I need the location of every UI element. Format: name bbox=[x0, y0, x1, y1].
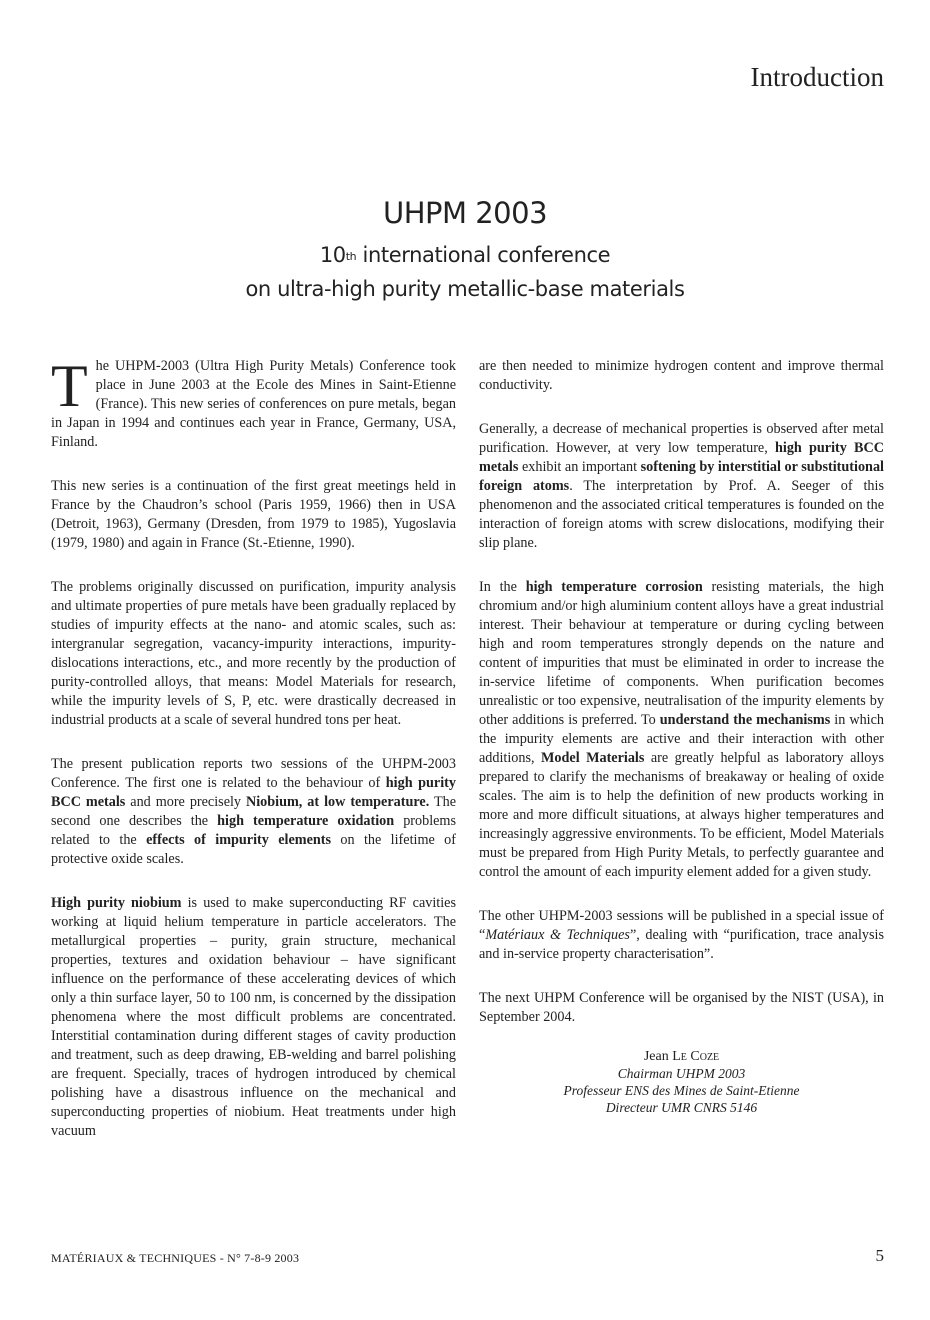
paragraph bbox=[51, 755, 456, 869]
text: on the lifetime of protective oxide scales. bbox=[51, 832, 456, 867]
conference-subtitle bbox=[0, 238, 930, 306]
paragraph bbox=[51, 894, 456, 1141]
right-column bbox=[479, 357, 884, 1116]
bold-text: Model Materials bbox=[541, 750, 645, 766]
text: The other UHPM-2003 sessions will be published in a special issue of “ bbox=[479, 908, 884, 943]
subtitle-line-2: on ultra-high purity metallic-base materials bbox=[245, 277, 685, 301]
author-role: Chairman UHPM 2003 bbox=[617, 1066, 746, 1081]
italic-text: Matériaux & Techniques bbox=[485, 927, 630, 943]
paragraph: The next UHPM Conference will be organised by the NIST (USA), in September 2004. bbox=[479, 990, 884, 1025]
text: resisting materials, the high chromium and/or high aluminium content alloys have a great industrial interest. Their behaviour at temperature or during cycling between high and room temperatures strongly depends on the nature and content of impurities that must be eliminated in order to increase the in-service lifetime of components. When purification becomes unrealistic or too expensive, neutralisation of the impurity elements by other additions is preferred. To bbox=[479, 579, 884, 728]
title-block bbox=[0, 196, 930, 306]
author-first-name: Jean bbox=[643, 1049, 673, 1064]
author-affiliation: Professeur ENS des Mines de Saint-Etienne bbox=[563, 1083, 800, 1098]
text: and more precisely bbox=[125, 794, 246, 810]
subtitle-line-1 bbox=[0, 238, 930, 272]
text: is used to make superconducting RF cavities working at liquid helium temperature in particle accelerators. The metallurgical properties – purity, grain structure, mechanical properties, textures and oxidation behaviour – have significant influence on the performance of these accelerating devices of which only a thin surface layer, 50 to 100 nm, is concerned by the dissipation phenomena where the most difficult problems are concentrated. Interstitial contamination during different stages of cavity production and treatment, such as deep drawing, EB-welding and barrel polishing are frequent. Specially, traces of hydrogen introduced by chemical polishing have a disastrous influence on the mechanical and superconducting properties of niobium. Heat treatments under high vacuum bbox=[51, 895, 456, 1139]
paragraph: are then needed to minimize hydrogen content and improve thermal conductivity. bbox=[479, 358, 884, 393]
bold-text: High purity niobium bbox=[51, 895, 182, 911]
text: are greatly helpful as laboratory alloys prepared to clarify the mechanisms of breakaway or healing of oxide scales. The aim is to help the definition of new products working in more and more difficult situations, at always higher temperatures and increasingly aggressive environments. To be efficient, Model Materials must be prepared from High Purity Metals, to perfectly guarantee and control the amount of each impurity element added for a given study. bbox=[479, 750, 884, 880]
text: Generally, a decrease of mechanical properties is observed after metal purification. However, at very low temperature, bbox=[479, 421, 884, 456]
text: in which the impurity elements are active and their interaction with other additions, bbox=[479, 712, 884, 766]
author-lab: Directeur UMR CNRS 5146 bbox=[605, 1100, 758, 1115]
bold-text: understand the mechanisms bbox=[659, 712, 831, 728]
text: problems related to the bbox=[51, 813, 456, 848]
bold-text: high purity BCC metals bbox=[51, 775, 456, 810]
paragraph bbox=[51, 353, 456, 452]
drop-cap: T bbox=[51, 353, 88, 419]
paragraph bbox=[479, 907, 884, 964]
bold-text: high purity BCC metals bbox=[479, 440, 885, 475]
text: ”, dealing with “purification, trace analysis and in-service property characterisation”. bbox=[479, 927, 884, 962]
author-last-name: Le Coze bbox=[672, 1049, 720, 1064]
text: The second one describes the bbox=[51, 794, 457, 829]
signature bbox=[479, 1048, 884, 1116]
conference-title: UHPM 2003 bbox=[382, 196, 548, 230]
text: . The interpretation by Prof. A. Seeger of this phenomenon and the associated critical temperatures is founded on the interaction of foreign atoms with screw dislocations, modifying their slip plane. bbox=[479, 478, 884, 551]
ordinal-number: 10 bbox=[319, 243, 346, 267]
bold-text: effects of impurity elements bbox=[146, 832, 332, 848]
paragraph: This new series is a continuation of the first great meetings held in France by the Chaudron’s school (Paris 1959, 1966) then in USA (Detroit, 1963), Germany (Dresden, from 1979 to 1985), Yugoslavia (1979, 1980) and again in France (St.-Etienne, 1990). bbox=[51, 478, 456, 551]
page-number: 5 bbox=[875, 1246, 884, 1265]
subtitle-line-1-text: international conference bbox=[356, 243, 611, 267]
journal-footer: MATÉRIAUX & TECHNIQUES - N° 7-8-9 2003 bbox=[51, 1251, 300, 1265]
bold-text: high temperature corrosion bbox=[525, 579, 703, 595]
paragraph-text: he UHPM-2003 (Ultra High Purity Metals) Conference took place in June 2003 at the Ecole des Mines in Saint-Etienne (France). This new series of conferences on pure metals, began in Japan in 1994 and continues each year in France, Germany, USA, Finland. bbox=[51, 358, 456, 450]
paragraph: The problems originally discussed on purification, impurity analysis and ultimate properties of pure metals have been gradually replaced by studies of impurity effects at the nano- and atomic scales, such as: intergranular segregation, vacancy-impurity interactions, impurity-dislocations interactions, etc., and more recently by the production of purity-controlled alloys, that means: Model Materials for research, while the impurity levels of S, P, etc. were drastically decreased in industrial products at a scale of several hundred tons per heat. bbox=[51, 579, 456, 728]
bold-text: high temperature oxidation bbox=[217, 813, 395, 829]
section-title: Introduction bbox=[750, 62, 884, 92]
text: In the bbox=[479, 579, 526, 595]
paragraph bbox=[479, 578, 884, 882]
paragraph bbox=[479, 420, 884, 553]
bold-text: Niobium, at low temperature. bbox=[245, 794, 430, 810]
text: The present publication reports two sessions of the UHPM-2003 Conference. The first one is related to the behaviour of bbox=[51, 756, 456, 791]
left-column bbox=[51, 353, 457, 1166]
ordinal-suffix: th bbox=[345, 250, 357, 263]
bold-text: softening by interstitial or substitutional foreign atoms bbox=[479, 459, 884, 494]
author-name bbox=[479, 1048, 884, 1065]
text: exhibit an important bbox=[518, 459, 641, 475]
